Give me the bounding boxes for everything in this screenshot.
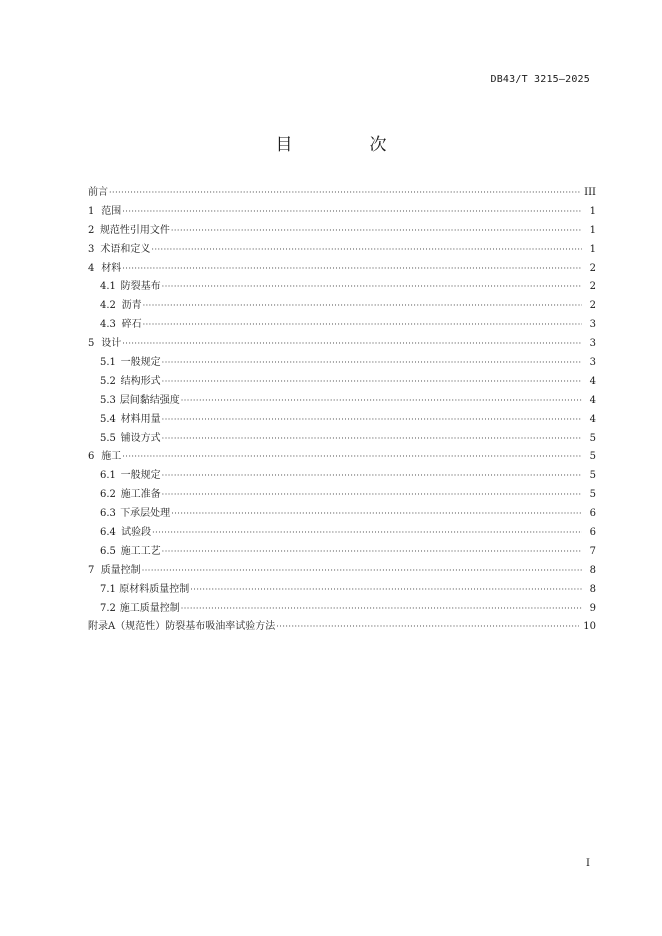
- toc-dot-leader: [162, 373, 582, 392]
- toc-dot-leader: [162, 486, 582, 505]
- toc-entry-number: 6.3: [100, 508, 116, 520]
- toc-entry-label: 附录A（规范性）防裂基布吸油率试验方法: [88, 621, 276, 633]
- toc-entry-page: 9: [589, 602, 596, 614]
- toc-entry[interactable]: [88, 543, 596, 562]
- toc-entry-label: 设计: [101, 338, 122, 350]
- toc-entry[interactable]: [88, 411, 596, 430]
- toc-entry-label: 范围: [101, 205, 122, 217]
- toc-entry-page: 6: [589, 508, 596, 520]
- toc-entry-page: 7: [589, 545, 596, 557]
- toc-entry-number: 5.1: [100, 357, 116, 369]
- toc-entry[interactable]: [88, 505, 596, 524]
- toc-entry-number: 5.3: [100, 394, 116, 406]
- toc-entry-label: 防裂基布: [120, 281, 161, 293]
- toc-entry[interactable]: [88, 241, 596, 260]
- toc-entry-label: 施工: [101, 451, 122, 463]
- toc-entry-page: 2: [589, 262, 596, 274]
- toc-entry-number: 4.3: [100, 319, 116, 331]
- toc-entry[interactable]: [88, 618, 596, 637]
- toc-entry-number: 2: [88, 224, 95, 236]
- toc-entry-label: 铺设方式: [120, 432, 161, 444]
- toc-dot-leader: [190, 581, 582, 600]
- toc-entry-label: 碎石: [121, 319, 142, 331]
- toc-entry-number: 6.4: [100, 527, 116, 539]
- toc-entry-page: 3: [589, 357, 596, 369]
- toc-entry-label: 原材料质量控制: [119, 583, 190, 595]
- toc-dot-leader: [162, 411, 582, 430]
- toc-entry[interactable]: [88, 316, 596, 335]
- toc-entry-number: 1: [88, 205, 95, 217]
- toc-entry-label: 施工工艺: [120, 545, 161, 557]
- toc-entry[interactable]: [88, 203, 596, 222]
- table-of-contents: [88, 184, 596, 637]
- toc-entry[interactable]: [88, 222, 596, 241]
- toc-entry[interactable]: [88, 297, 596, 316]
- toc-entry[interactable]: [88, 562, 596, 581]
- toc-entry[interactable]: [88, 278, 596, 297]
- toc-entry-label: 下承层处理: [120, 508, 171, 520]
- toc-entry-page: 8: [589, 564, 596, 576]
- toc-entry[interactable]: [88, 184, 596, 203]
- toc-entry-label: 材料用量: [120, 413, 161, 425]
- toc-dot-leader: [181, 392, 582, 411]
- toc-entry-number: 5.2: [100, 375, 116, 387]
- toc-entry-number: 6.5: [100, 545, 116, 557]
- toc-entry[interactable]: [88, 467, 596, 486]
- toc-entry-number: 4.2: [100, 300, 116, 312]
- toc-entry-label: 材料: [101, 262, 122, 274]
- toc-entry-page: 4: [589, 375, 596, 387]
- toc-dot-leader: [162, 278, 582, 297]
- toc-entry-page: 5: [589, 451, 596, 463]
- toc-dot-leader: [162, 430, 582, 449]
- toc-dot-leader: [276, 618, 579, 637]
- toc-entry-page: 2: [589, 281, 596, 293]
- toc-entry[interactable]: [88, 581, 596, 600]
- document-code: DB43/T 3215—2025: [490, 74, 590, 85]
- toc-entry-number: 7.2: [100, 602, 116, 614]
- toc-dot-leader: [142, 562, 582, 581]
- toc-dot-leader: [151, 241, 582, 260]
- toc-entry-page: 3: [589, 319, 596, 331]
- toc-entry-number: 5.5: [100, 432, 116, 444]
- toc-entry-page: 2: [589, 300, 596, 312]
- toc-dot-leader: [122, 335, 582, 354]
- toc-dot-leader: [109, 184, 580, 203]
- toc-entry-number: 6.2: [100, 489, 116, 501]
- toc-entry[interactable]: [88, 373, 596, 392]
- toc-dot-leader: [162, 467, 582, 486]
- toc-entry[interactable]: [88, 392, 596, 411]
- toc-entry-number: 6.1: [100, 470, 116, 482]
- toc-dot-leader: [181, 600, 582, 619]
- toc-entry-page: 5: [589, 470, 596, 482]
- toc-entry-page: 3: [589, 338, 596, 350]
- toc-entry[interactable]: [88, 335, 596, 354]
- toc-entry-label: 沥青: [121, 300, 142, 312]
- toc-entry-label: 规范性引用文件: [99, 224, 170, 236]
- toc-entry-page: 4: [589, 394, 596, 406]
- toc-entry[interactable]: [88, 430, 596, 449]
- toc-dot-leader: [152, 524, 582, 543]
- toc-entry-page: 4: [589, 413, 596, 425]
- toc-dot-leader: [122, 203, 582, 222]
- toc-entry-number: 5: [88, 338, 95, 350]
- toc-entry-label: 施工准备: [120, 489, 161, 501]
- toc-dot-leader: [171, 222, 582, 241]
- toc-dot-leader: [143, 297, 582, 316]
- toc-dot-leader: [171, 505, 582, 524]
- toc-dot-leader: [162, 354, 582, 373]
- toc-dot-leader: [122, 448, 582, 467]
- toc-entry-page: 10: [583, 621, 596, 633]
- toc-entry-page: 1: [589, 243, 596, 255]
- toc-entry-label: 一般规定: [120, 470, 161, 482]
- toc-entry[interactable]: [88, 486, 596, 505]
- toc-entry-page: 5: [589, 432, 596, 444]
- toc-entry[interactable]: [88, 260, 596, 279]
- toc-entry-number: 5.4: [100, 413, 116, 425]
- toc-entry-number: 4: [88, 262, 95, 274]
- toc-entry-page: 5: [589, 489, 596, 501]
- toc-entry-label: 术语和定义: [100, 243, 151, 255]
- toc-entry-page: 1: [589, 205, 596, 217]
- toc-entry-number: 3: [88, 243, 95, 255]
- toc-entry-page: 8: [589, 583, 596, 595]
- toc-entry-number: 7.1: [100, 583, 116, 595]
- toc-entry-label: 施工质量控制: [119, 602, 180, 614]
- toc-entry[interactable]: [88, 448, 596, 467]
- toc-entry-label: 质量控制: [100, 564, 141, 576]
- toc-entry[interactable]: [88, 354, 596, 373]
- toc-entry-label: 结构形式: [120, 375, 161, 387]
- toc-entry-label: 一般规定: [120, 357, 161, 369]
- toc-dot-leader: [143, 316, 582, 335]
- toc-entry[interactable]: [88, 600, 596, 619]
- toc-dot-leader: [122, 260, 582, 279]
- toc-entry-label: 前言: [88, 187, 108, 198]
- toc-dot-leader: [162, 543, 582, 562]
- page-number: I: [586, 858, 590, 869]
- toc-entry-page: 6: [589, 527, 596, 539]
- toc-entry-label: 试验段: [121, 527, 152, 539]
- toc-entry-label: 层间黏结强度: [119, 394, 180, 406]
- toc-entry-number: 6: [88, 451, 95, 463]
- toc-entry-number: 7: [88, 564, 95, 576]
- toc-entry[interactable]: [88, 524, 596, 543]
- page-title: 目 次: [275, 135, 417, 155]
- toc-entry-number: 4.1: [100, 281, 116, 293]
- toc-entry-page: 1: [589, 224, 596, 236]
- toc-entry-page: III: [584, 187, 596, 198]
